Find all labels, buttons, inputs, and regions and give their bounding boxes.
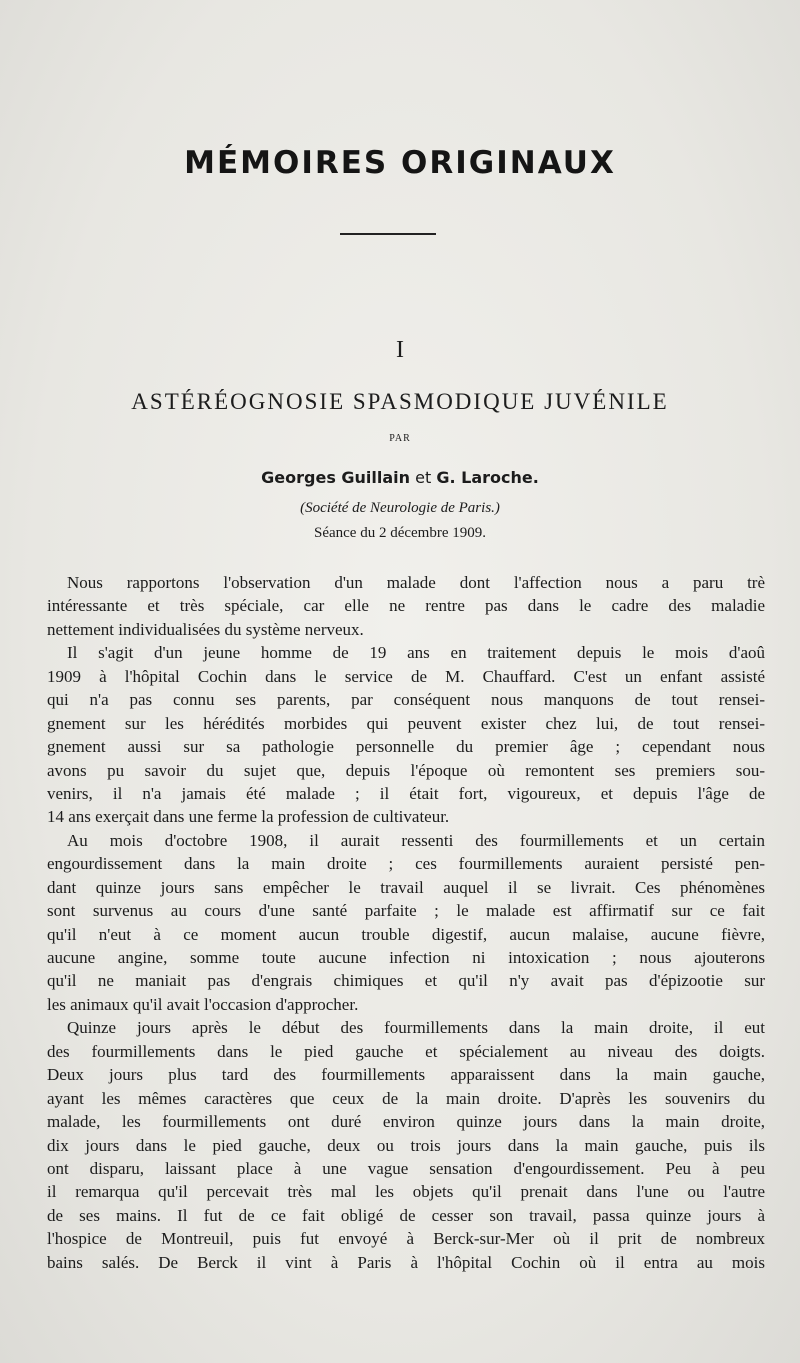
text-line: qu'il ne maniait pas d'engrais chimiques et qu'il n'y avait pas d'épizootie sur — [47, 971, 765, 991]
text-line: les animaux qu'il avait l'occasion d'approcher. — [47, 994, 359, 1014]
text-line: intéressante et très spéciale, car elle ne rentre pas dans le cadre des maladie — [47, 596, 765, 616]
article-number: I — [396, 337, 404, 363]
text-line: Deux jours plus tard des fourmillements apparaissent dans la main gauche, — [47, 1065, 765, 1085]
text-line: l'hospice de Montreuil, puis fut envoyé à Berck-sur-Mer où il prit de nombreux — [47, 1229, 765, 1249]
text-line: Nous rapportons l'observation d'un malade dont l'affection nous a paru trè — [67, 573, 765, 592]
text-line: bains salés. De Berck il vint à Paris à l'hôpital Cochin où il entra au mois — [47, 1252, 765, 1272]
text-line: Quinze jours après le début des fourmillements dans la main droite, il eut — [67, 1018, 765, 1038]
article-body — [47, 571, 765, 1274]
text-line: Il s'agit d'un jeune homme de 19 ans en traitement depuis le mois d'aoû — [67, 643, 765, 663]
society-line: (Société de Neurologie de Paris.) — [300, 500, 500, 516]
by-label: PAR — [389, 433, 411, 444]
text-line: gnement aussi sur sa pathologie personnelle du premier âge ; cependant nous — [47, 737, 765, 757]
text-line: dant quinze jours sans empêcher le travail auquel il se livrait. Ces phénomènes — [47, 877, 765, 897]
section-header: MÉMOIRES ORIGINAUX — [184, 145, 616, 181]
author-2: G. Laroche. — [436, 468, 539, 487]
header-divider — [340, 233, 436, 235]
author-line — [0, 468, 800, 487]
text-line: de ses mains. Il fut de ce fait obligé de cesser son travail, passa quinze jours à — [47, 1205, 765, 1225]
author-1: Georges Guillain — [261, 468, 411, 487]
text-line: dix jours dans le pied gauche, deux ou trois jours dans la main gauche, puis ils — [47, 1135, 765, 1155]
text-line: gnement sur les hérédités morbides qui peuvent exister chez lui, de tout rensei- — [47, 713, 765, 733]
author-conjunction: et — [415, 468, 432, 487]
text-line: venirs, il n'a jamais été malade ; il était fort, vigoureux, et depuis l'âge de — [47, 783, 765, 803]
text-line: ayant les mêmes caractères que ceux de la main droite. D'après les souvenirs du — [47, 1088, 765, 1108]
text-line: ont disparu, laissant place à une vague sensation d'engourdissement. Peu à peu — [47, 1158, 765, 1178]
session-date: Séance du 2 décembre 1909. — [313, 525, 487, 541]
text-line: 14 ans exerçait dans une ferme la profession de cultivateur. — [47, 807, 450, 827]
text-line: des fourmillements dans le pied gauche et spécialement au niveau des doigts. — [47, 1041, 765, 1061]
text-line: 1909 à l'hôpital Cochin dans le service de M. Chauffard. C'est un enfant assisté — [47, 666, 765, 686]
text-line: malade, les fourmillements ont duré environ quinze jours dans la main droite, — [47, 1112, 765, 1132]
text-line: qu'il n'eut à ce moment aucun trouble digestif, aucun malaise, aucune fièvre, — [47, 924, 765, 944]
text-line: nettement individualisées du système nerveux. — [47, 619, 364, 639]
text-line: il remarqua qu'il percevait très mal les objets qu'il prenait dans l'une ou l'autre — [47, 1182, 765, 1202]
text-line: engourdissement dans la main droite ; ces fourmillements auraient persisté pen- — [47, 854, 765, 874]
text-line: avons pu savoir du sujet que, depuis l'époque où remontent ses premiers sou- — [47, 760, 765, 780]
article-title: ASTÉRÉOGNOSIE SPASMODIQUE JUVÉNILE — [131, 389, 669, 414]
text-line: qui n'a pas connu ses parents, par conséquent nous manquons de tout rensei- — [47, 690, 765, 710]
text-line: Au mois d'octobre 1908, il aurait ressenti des fourmillements et un certain — [67, 830, 765, 850]
text-line: sont survenus au cours d'une santé parfaite ; le malade est affirmatif sur ce fait — [47, 901, 765, 921]
text-line: aucune angine, somme toute aucune infection ni intoxication ; nous ajouterons — [47, 948, 765, 967]
